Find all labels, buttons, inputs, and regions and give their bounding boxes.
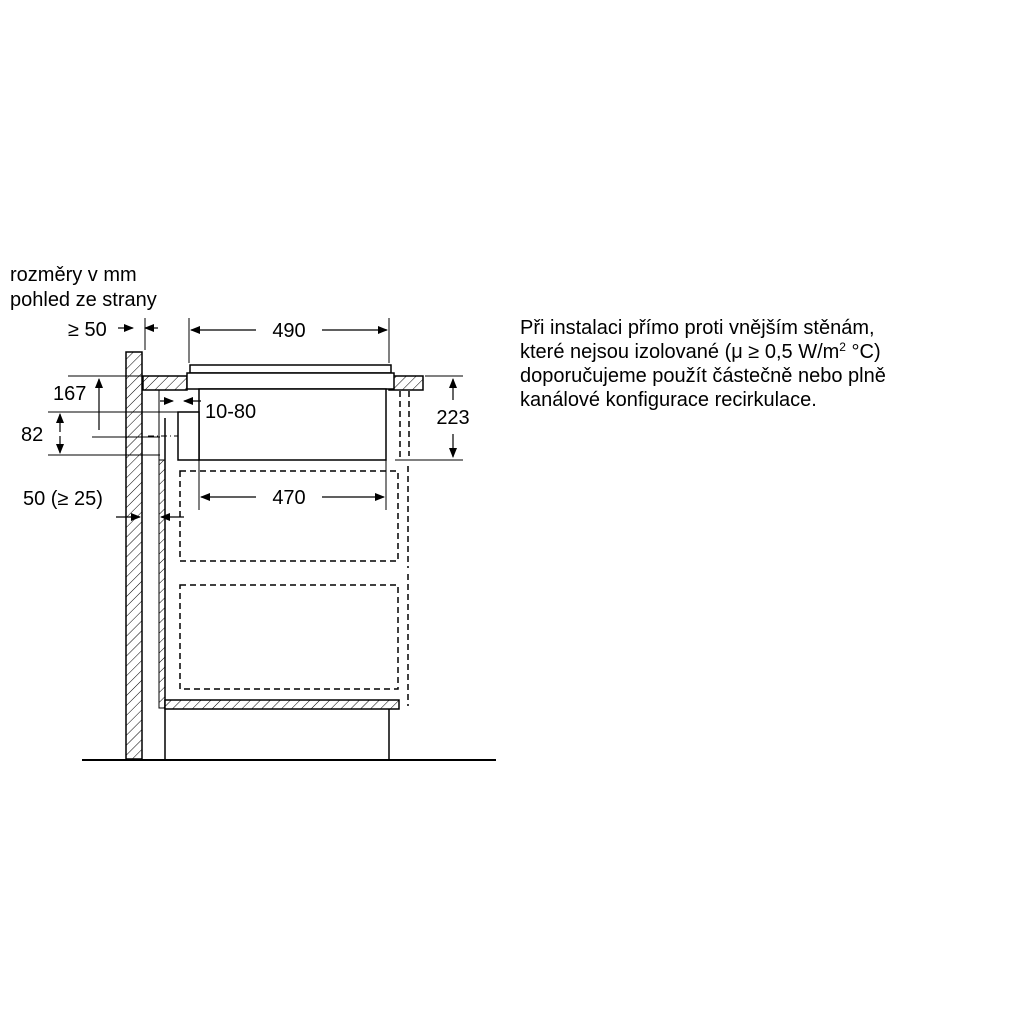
hob-frame (187, 373, 394, 389)
dim-wall-clearance-top: ≥ 50 (68, 319, 107, 341)
hob-glass (190, 365, 391, 373)
hob-body (199, 389, 386, 460)
dim-duct-offset: 10-80 (205, 401, 257, 423)
dim-hob-width: 490 (272, 320, 306, 342)
note-line-2 (520, 340, 990, 364)
note-line-2-unit: °C) (845, 341, 881, 363)
dim-total-height: 223 (436, 407, 470, 429)
back-wall (126, 352, 142, 759)
view-label: pohled ze strany (10, 289, 157, 311)
drawer-lower (180, 585, 398, 689)
units-label: rozměry v mm (10, 264, 137, 286)
note-line-2-text: které nejsou izolované (μ ≥ 0,5 W/m (520, 341, 840, 363)
installation-note (520, 316, 990, 412)
worktop-left (143, 376, 187, 390)
note-line-1: Při instalaci přímo proti vnějším stěnám, (520, 317, 875, 339)
note-superscript: 2 (839, 340, 846, 354)
dim-wall-clearance-side: 50 (≥ 25) (23, 488, 103, 510)
drawer-upper (180, 471, 398, 561)
cabinet-back-panel (159, 460, 165, 708)
dim-height-82: 82 (21, 424, 44, 446)
dim-inner-width: 470 (272, 487, 306, 509)
duct-connector (178, 412, 199, 460)
cabinet-bottom-shelf (165, 700, 399, 709)
note-line-4: kanálové konfigurace recirkulace. (520, 389, 817, 411)
dim-height-167: 167 (53, 383, 87, 405)
note-line-3: doporučujeme použít částečně nebo plně (520, 365, 886, 387)
